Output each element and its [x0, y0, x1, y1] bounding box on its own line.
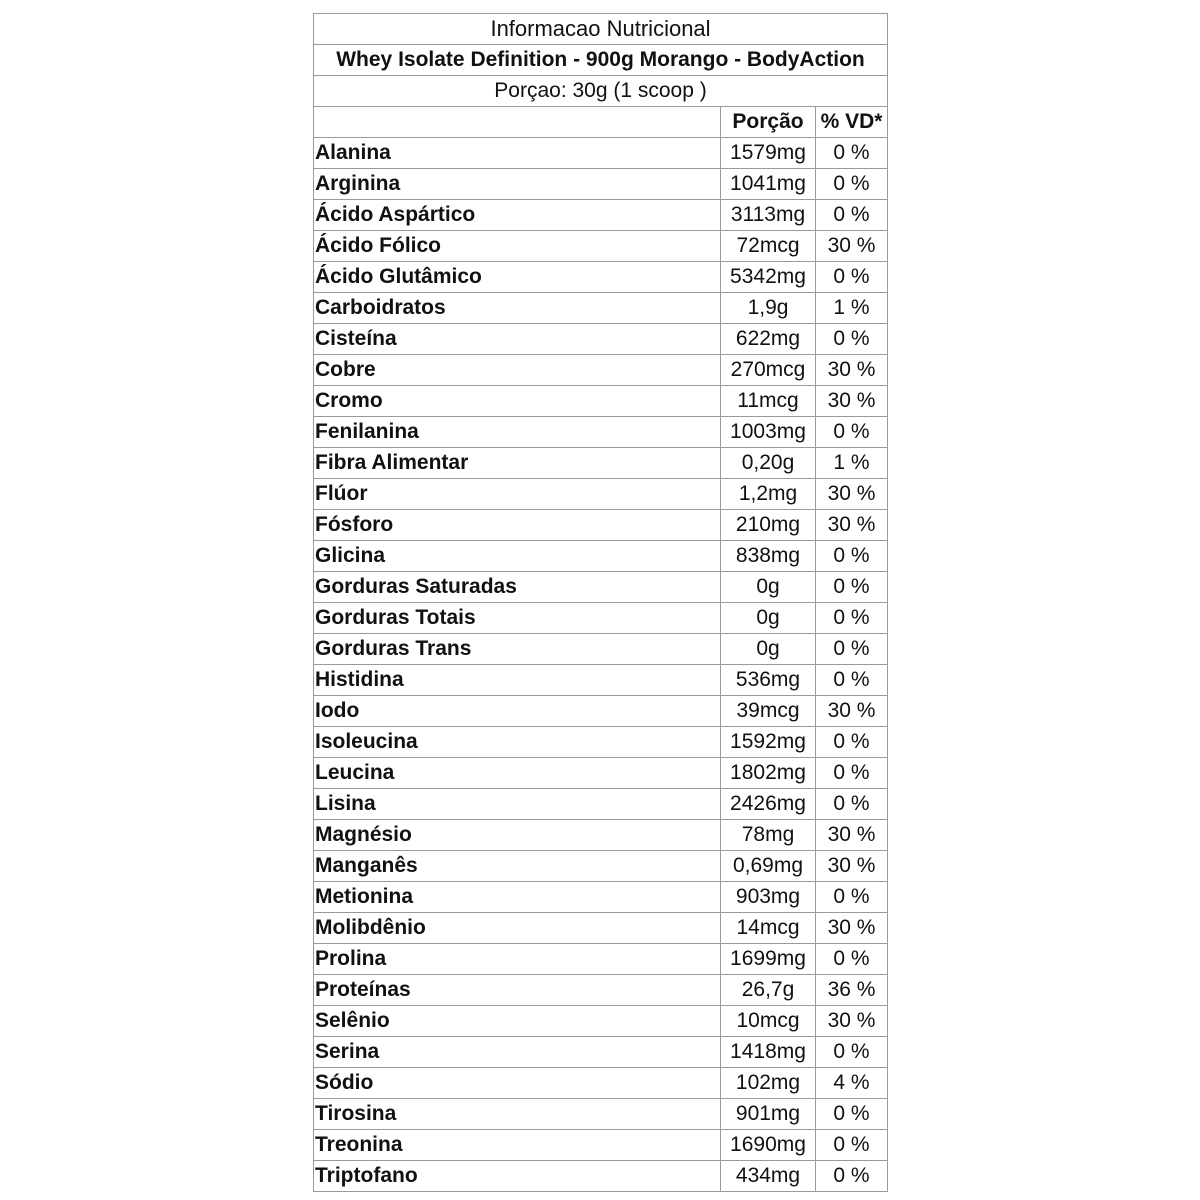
nutrient-name: Selênio: [314, 1006, 721, 1037]
nutrient-amount: 210mg: [721, 510, 816, 541]
nutrient-name: Metionina: [314, 882, 721, 913]
nutrient-daily-value: 30 %: [816, 820, 888, 851]
nutrient-name: Gorduras Trans: [314, 634, 721, 665]
nutrient-daily-value: 30 %: [816, 355, 888, 386]
nutrient-amount: 102mg: [721, 1068, 816, 1099]
nutrient-name: Iodo: [314, 696, 721, 727]
nutrient-daily-value: 1 %: [816, 448, 888, 479]
table-row: [314, 200, 888, 231]
nutrient-amount: 1592mg: [721, 727, 816, 758]
nutrient-name: Serina: [314, 1037, 721, 1068]
nutrient-name: Fenilanina: [314, 417, 721, 448]
nutrient-amount: 0,20g: [721, 448, 816, 479]
nutrient-name: Proteínas: [314, 975, 721, 1006]
nutrient-name: Arginina: [314, 169, 721, 200]
table-row: [314, 696, 888, 727]
table-row: [314, 789, 888, 820]
nutrient-daily-value: 4 %: [816, 1068, 888, 1099]
nutrient-daily-value: 0 %: [816, 758, 888, 789]
table-row: [314, 138, 888, 169]
nutrient-name: Cobre: [314, 355, 721, 386]
nutrient-daily-value: 30 %: [816, 851, 888, 882]
column-header-row: [314, 107, 888, 138]
nutrient-amount: 901mg: [721, 1099, 816, 1130]
nutrient-name: Leucina: [314, 758, 721, 789]
nutrient-name: Ácido Fólico: [314, 231, 721, 262]
nutrient-name: Gorduras Saturadas: [314, 572, 721, 603]
table-row: [314, 634, 888, 665]
nutrient-name: Ácido Glutâmico: [314, 262, 721, 293]
table-row: [314, 665, 888, 696]
nutrient-daily-value: 0 %: [816, 541, 888, 572]
nutrient-amount: 0g: [721, 634, 816, 665]
nutrient-amount: 1699mg: [721, 944, 816, 975]
nutrient-amount: 1003mg: [721, 417, 816, 448]
nutrient-amount: 434mg: [721, 1161, 816, 1192]
nutrient-amount: 78mg: [721, 820, 816, 851]
nutrient-name: Magnésio: [314, 820, 721, 851]
table-row: [314, 572, 888, 603]
table-row: [314, 417, 888, 448]
table-row: [314, 1006, 888, 1037]
nutrient-daily-value: 0 %: [816, 169, 888, 200]
nutrient-amount: 14mcg: [721, 913, 816, 944]
nutrient-name: Manganês: [314, 851, 721, 882]
table-row: [314, 882, 888, 913]
table-row: [314, 1037, 888, 1068]
nutrient-daily-value: 0 %: [816, 262, 888, 293]
nutrient-daily-value: 30 %: [816, 231, 888, 262]
nutrient-name: Gorduras Totais: [314, 603, 721, 634]
table-row: [314, 541, 888, 572]
nutrient-daily-value: 30 %: [816, 510, 888, 541]
table-row: [314, 727, 888, 758]
table-row: [314, 231, 888, 262]
nutrient-amount: 26,7g: [721, 975, 816, 1006]
nutrient-amount: 622mg: [721, 324, 816, 355]
table-row: [314, 479, 888, 510]
nutrient-daily-value: 0 %: [816, 417, 888, 448]
nutrient-daily-value: 0 %: [816, 882, 888, 913]
nutrient-amount: 0,69mg: [721, 851, 816, 882]
table-row: [314, 386, 888, 417]
nutrient-amount: 1041mg: [721, 169, 816, 200]
nutrient-daily-value: 0 %: [816, 200, 888, 231]
table-row: [314, 1161, 888, 1192]
nutrient-amount: 1418mg: [721, 1037, 816, 1068]
product-name: Whey Isolate Definition - 900g Morango - BodyAction: [314, 45, 888, 76]
table-title: Informacao Nutricional: [314, 14, 888, 45]
nutrient-name: Treonina: [314, 1130, 721, 1161]
table-row: [314, 913, 888, 944]
nutrient-amount: 5342mg: [721, 262, 816, 293]
nutrient-amount: 903mg: [721, 882, 816, 913]
table-row: [314, 944, 888, 975]
nutrient-amount: 1,2mg: [721, 479, 816, 510]
nutrient-amount: 838mg: [721, 541, 816, 572]
product-name-row: [314, 45, 888, 76]
table-row: [314, 324, 888, 355]
table-row: [314, 820, 888, 851]
nutrient-amount: 0g: [721, 572, 816, 603]
nutrient-name: Tirosina: [314, 1099, 721, 1130]
nutrition-facts-table: [313, 13, 888, 1192]
table-row: [314, 1099, 888, 1130]
nutrient-name: Cromo: [314, 386, 721, 417]
nutrient-amount: 1802mg: [721, 758, 816, 789]
nutrient-daily-value: 30 %: [816, 386, 888, 417]
table-row: [314, 1068, 888, 1099]
table-row: [314, 510, 888, 541]
nutrient-name: Fibra Alimentar: [314, 448, 721, 479]
table-row: [314, 975, 888, 1006]
nutrient-amount: 39mcg: [721, 696, 816, 727]
nutrient-name: Carboidratos: [314, 293, 721, 324]
table-row: [314, 448, 888, 479]
nutrient-amount: 3113mg: [721, 200, 816, 231]
nutrient-name: Fósforo: [314, 510, 721, 541]
table-row: [314, 169, 888, 200]
header-daily-value: % VD*: [816, 107, 888, 138]
nutrient-name: Prolina: [314, 944, 721, 975]
nutrient-daily-value: 0 %: [816, 603, 888, 634]
table-title-row: [314, 14, 888, 45]
nutrient-name: Histidina: [314, 665, 721, 696]
nutrient-daily-value: 30 %: [816, 479, 888, 510]
nutrient-daily-value: 0 %: [816, 789, 888, 820]
header-amount: Porção: [721, 107, 816, 138]
nutrient-amount: 270mcg: [721, 355, 816, 386]
nutrient-daily-value: 0 %: [816, 944, 888, 975]
serving-size: Porçao: 30g (1 scoop ): [314, 76, 888, 107]
nutrient-name: Cisteína: [314, 324, 721, 355]
nutrient-name: Isoleucina: [314, 727, 721, 758]
nutrient-name: Sódio: [314, 1068, 721, 1099]
serving-size-row: [314, 76, 888, 107]
nutrient-daily-value: 0 %: [816, 1099, 888, 1130]
nutrient-name: Lisina: [314, 789, 721, 820]
nutrient-amount: 1690mg: [721, 1130, 816, 1161]
nutrient-daily-value: 0 %: [816, 1161, 888, 1192]
nutrient-daily-value: 1 %: [816, 293, 888, 324]
nutrient-daily-value: 30 %: [816, 913, 888, 944]
nutrient-name: Molibdênio: [314, 913, 721, 944]
nutrient-daily-value: 0 %: [816, 1130, 888, 1161]
nutrient-name: Ácido Aspártico: [314, 200, 721, 231]
nutrient-daily-value: 0 %: [816, 324, 888, 355]
nutrient-amount: 1579mg: [721, 138, 816, 169]
nutrient-daily-value: 0 %: [816, 634, 888, 665]
table-row: [314, 851, 888, 882]
table-row: [314, 293, 888, 324]
nutrient-name: Glicina: [314, 541, 721, 572]
nutrient-daily-value: 0 %: [816, 572, 888, 603]
nutrient-daily-value: 0 %: [816, 138, 888, 169]
table-row: [314, 262, 888, 293]
nutrient-amount: 11mcg: [721, 386, 816, 417]
table-row: [314, 1130, 888, 1161]
nutrient-amount: 10mcg: [721, 1006, 816, 1037]
nutrient-daily-value: 0 %: [816, 727, 888, 758]
nutrient-name: Alanina: [314, 138, 721, 169]
nutrient-daily-value: 0 %: [816, 1037, 888, 1068]
nutrient-daily-value: 36 %: [816, 975, 888, 1006]
nutrient-amount: 2426mg: [721, 789, 816, 820]
nutrient-amount: 1,9g: [721, 293, 816, 324]
nutrient-daily-value: 30 %: [816, 1006, 888, 1037]
header-nutrient: [314, 107, 721, 138]
nutrient-daily-value: 30 %: [816, 696, 888, 727]
table-row: [314, 758, 888, 789]
nutrient-name: Triptofano: [314, 1161, 721, 1192]
table-row: [314, 603, 888, 634]
nutrient-amount: 0g: [721, 603, 816, 634]
nutrient-daily-value: 0 %: [816, 665, 888, 696]
table-row: [314, 355, 888, 386]
nutrient-amount: 536mg: [721, 665, 816, 696]
nutrient-amount: 72mcg: [721, 231, 816, 262]
nutrient-name: Flúor: [314, 479, 721, 510]
